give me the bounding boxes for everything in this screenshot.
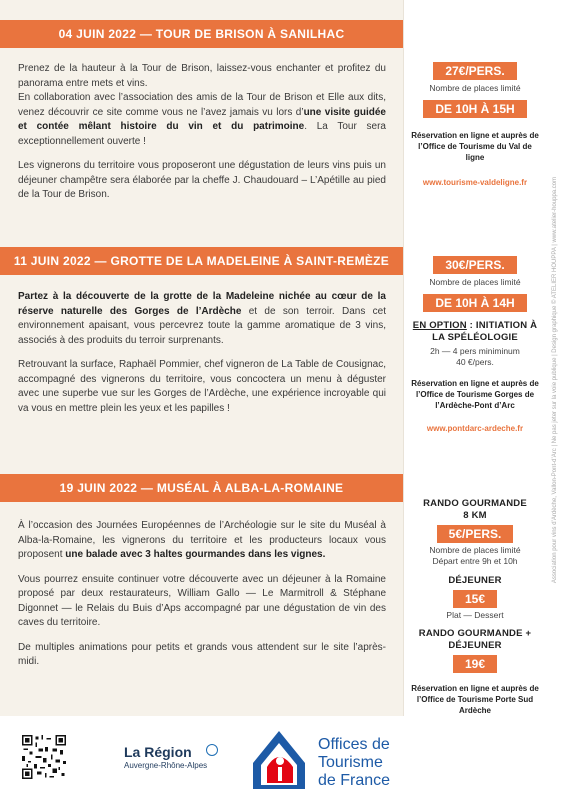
region-name: La Région <box>124 744 192 760</box>
places-limited-3: Nombre de places limité <box>429 545 521 555</box>
combo-price-badge: 19€ <box>453 655 497 673</box>
section-title-3: 19 JUIN 2022 — MUSÉAL À ALBA-LA-ROMAINE <box>0 474 403 502</box>
combo-title: RANDO GOURMANDE + DÉJEUNER <box>418 628 532 651</box>
otf-line-1: Offices de <box>318 736 390 753</box>
offices-tourisme-logo-icon <box>245 727 313 793</box>
website-link-1[interactable]: www.tourisme-valdeligne.fr <box>422 178 528 187</box>
section1-para2: En collaboration avec l’association des amis de la Tour de Brison et Elle aux dits, venez découvrir ce site comme vous ne l’avez jamais vu lors d’ <box>18 92 386 118</box>
section2-intro: et de son terroir. Dans cet environnement apaisant, vous percevrez toute la gamme aromatique de 3 vins, associés à des produits du terroir surprenants. <box>18 305 386 346</box>
departure-time: Départ entre 9h et 10h <box>432 556 518 566</box>
section-title-1: 04 JUIN 2022 — TOUR DE BRISON À SANILHAC <box>0 20 403 48</box>
section-title-2: 11 JUIN 2022 — GROTTE DE LA MADELEINE À SAINT-REMÈZE <box>0 247 403 275</box>
places-limited-2: Nombre de places limité <box>429 277 521 287</box>
section-body-2 <box>18 290 386 426</box>
section2-para2: Retrouvant la surface, Raphaël Pommier, chef vigneron de La Table de Cousignac, accompagné des vignerons du territoire, vous concoctera un menu à déguster avec une superbe vue sur les Gorges de l’Ardèche, une expérience incroyable qui va vous en mettre plein les yeux et les papilles ! <box>18 359 386 414</box>
region-logo <box>124 744 207 771</box>
side-info-1 <box>403 62 547 188</box>
option-text: : INITIATION À LA SPÉLÉOLOGIE <box>432 320 538 343</box>
section3-para2: Vous pourrez ensuite continuer votre découverte avec un déjeuner à la Romaine proposé par deux restaurateurs, William Gallo — Le Marmitroll & Stéphane Digonnet — le Relais du Buis d’Aps accompagné par une dégustation de vin des caves du territoire. <box>18 573 386 628</box>
region-emblem-icon <box>206 744 218 756</box>
rando-price-badge: 5€/PERS. <box>437 525 514 543</box>
price-badge-1: 27€/PERS. <box>433 62 516 80</box>
vertical-credit: Association pour vins d’Ardèche, Vallon-Pont-d’Arc | Ne pas jeter sur la voie publique | Design graphique © ATELIER HOUPPA | www.atelier-houppa.com <box>552 176 558 584</box>
booking-info-2: Réservation en ligne et auprès de l’Office de Tourisme Gorges de l’Ardèche-Pont d’Arc <box>411 379 539 410</box>
hours-badge-1: DE 10H À 15H <box>423 100 526 118</box>
option-label: EN OPTION <box>412 320 467 331</box>
lunch-detail: Plat — Dessert <box>446 610 504 620</box>
qr-code[interactable] <box>22 735 66 779</box>
section-body-1 <box>18 62 386 213</box>
places-limited-1: Nombre de places limité <box>429 83 521 93</box>
section3-intro: À l’occasion des Journées Européennes de l’Archéologie sur le site du Muséal à Alba-la-Romaine, les vignerons du territoire et les producteurs locaux vous proposent <box>18 520 386 560</box>
option-detail-2: 40 €/pers. <box>456 357 494 367</box>
otf-line-2: Tourisme <box>318 754 383 771</box>
section1-para1: Prenez de la hauteur à la Tour de Brison, laissez-vous enchanter et profitez du panorama entre mets et vins. <box>18 63 386 89</box>
website-link-2[interactable]: www.pontdarc-ardeche.fr <box>426 424 524 433</box>
price-badge-2: 30€/PERS. <box>433 256 516 274</box>
region-subtitle: Auvergne-Rhône-Alpes <box>124 761 208 770</box>
section3-para3: De multiples animations pour petits et grands vous attendent sur le site l’après-midi. <box>18 641 386 667</box>
hours-badge-2: DE 10H À 14H <box>423 294 526 312</box>
section1-bold: une visite guidée et contée mêlant histoire du vin et du patrimoine <box>18 106 386 132</box>
offices-tourisme-text <box>318 736 390 790</box>
side-info-2 <box>403 256 547 434</box>
booking-info-1: Réservation en ligne et auprès de l’Office de Tourisme du Val de ligne <box>411 131 539 162</box>
lunch-price-badge: 15€ <box>453 590 497 608</box>
section2-bold: Partez à la découverte de la grotte de la Madeleine nichée au cœur de la réserve naturelle des Gorges de l’Ardèche <box>18 291 386 317</box>
section1-para2-end: . La Tour sera exceptionnellement ouverte ! <box>18 121 386 147</box>
section3-bold: une balade avec 3 haltes gourmandes dans les vignes. <box>65 549 326 560</box>
option-detail-1: 2h — 4 pers miniminum <box>430 346 520 356</box>
lunch-title: DÉJEUNER <box>448 575 502 586</box>
otf-line-3: de France <box>318 772 391 789</box>
rando-title: RANDO GOURMANDE 8 KM <box>423 498 527 521</box>
booking-info-3: Réservation en ligne et auprès de l’Office de Tourisme Porte Sud Ardèche <box>411 684 539 715</box>
section-body-3 <box>18 519 386 680</box>
section1-para3: Les vignerons du territoire vous proposeront une dégustation de leurs vins puis un déjeuner champêtre sera élaborée par la cheffe J. Chaudouard – L’Apétille au pied de la Tour de Brison. <box>18 160 386 200</box>
option-title <box>411 320 539 344</box>
side-info-3 <box>403 498 547 737</box>
